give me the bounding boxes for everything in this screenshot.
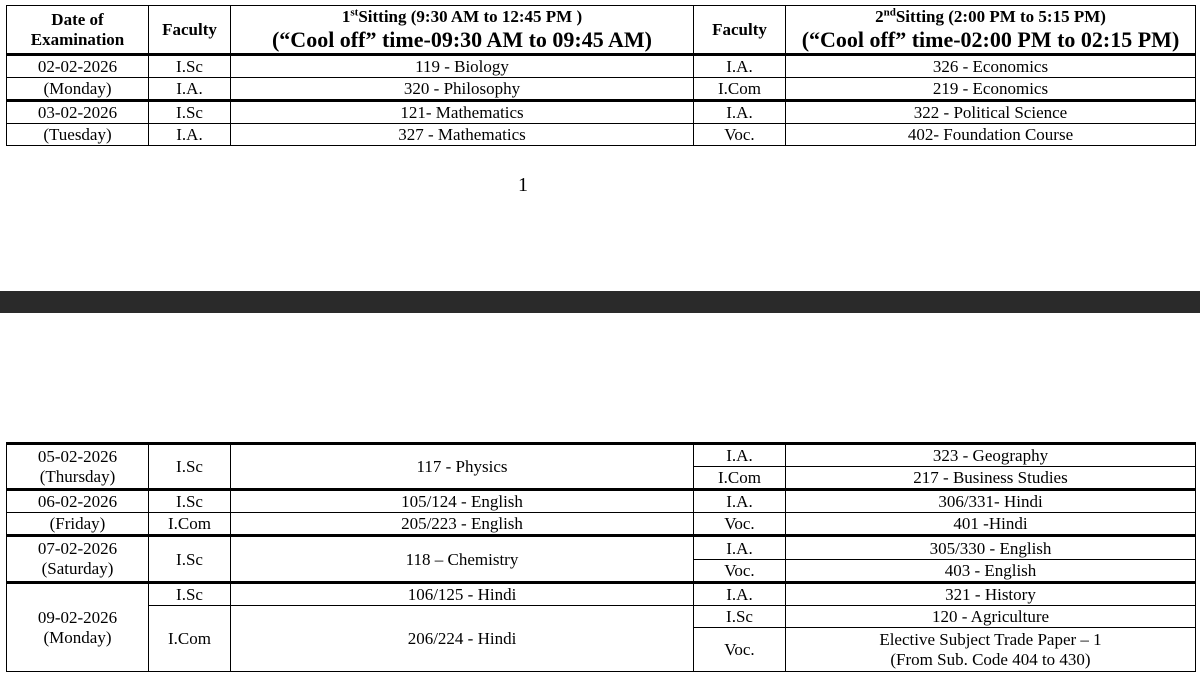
subject-cell: 217 - Business Studies [786, 467, 1196, 490]
faculty-cell: I.A. [694, 583, 786, 606]
exam-day: (Tuesday) [7, 124, 149, 146]
second-sitting-header: 2ndSitting (2:00 PM to 5:15 PM) (“Cool off” time-02:00 PM to 02:15 PM) [786, 6, 1196, 55]
faculty-cell: I.Sc [149, 536, 231, 583]
faculty-cell: I.A. [694, 536, 786, 560]
faculty-column-header-2: Faculty [694, 6, 786, 55]
faculty-column-header: Faculty [149, 6, 231, 55]
exam-day: (Monday) [7, 78, 149, 101]
faculty-cell: Voc. [694, 560, 786, 583]
subject-cell: 321 - History [786, 583, 1196, 606]
exam-day: (Saturday) [41, 559, 114, 578]
exam-date: 03-02-2026 [7, 101, 149, 124]
subject-cell [786, 628, 1196, 672]
table-row [7, 78, 1196, 101]
exam-schedule-table-top [6, 5, 1196, 146]
table-header-row [7, 6, 1196, 55]
subject-cell: 118 – Chemistry [231, 536, 694, 583]
table-row [7, 101, 1196, 124]
subject-cell: 320 - Philosophy [231, 78, 694, 101]
subject-cell: 206/224 - Hindi [231, 606, 694, 672]
exam-date-cell [7, 444, 149, 490]
faculty-cell: I.A. [694, 101, 786, 124]
table-row [7, 444, 1196, 467]
faculty-cell: I.Com [149, 513, 231, 536]
exam-day: (Monday) [43, 627, 112, 647]
subject-cell: 120 - Agriculture [786, 606, 1196, 628]
faculty-cell: I.Sc [149, 444, 231, 490]
table-row [7, 124, 1196, 146]
exam-day: (Friday) [7, 513, 149, 536]
table-row [7, 606, 1196, 628]
subject-cell: 326 - Economics [786, 55, 1196, 78]
date-column-header: Date of Examination [7, 6, 149, 55]
faculty-cell: I.A. [694, 444, 786, 467]
exam-date: 05-02-2026 [37, 446, 118, 466]
faculty-cell: Voc. [694, 513, 786, 536]
exam-schedule-table-bottom [6, 442, 1196, 672]
page-number: 1 [518, 174, 528, 196]
subject-cell: 219 - Economics [786, 78, 1196, 101]
subject-cell: 121- Mathematics [231, 101, 694, 124]
table-row [7, 490, 1196, 513]
table-row [7, 583, 1196, 606]
subject-cell: 119 - Biology [231, 55, 694, 78]
faculty-cell: I.Sc [694, 606, 786, 628]
table-row [7, 513, 1196, 536]
exam-date: 06-02-2026 [7, 490, 149, 513]
faculty-cell: I.Com [149, 606, 231, 672]
subject-cell: 117 - Physics [231, 444, 694, 490]
exam-day: (Thursday) [39, 466, 116, 486]
subject-cell: 403 - English [786, 560, 1196, 583]
subject-cell: 105/124 - English [231, 490, 694, 513]
table-row [7, 536, 1196, 560]
faculty-cell: I.Sc [149, 55, 231, 78]
page-divider [0, 291, 1200, 313]
subject-cell: 106/125 - Hindi [231, 583, 694, 606]
exam-date: 07-02-2026 [37, 539, 118, 558]
subject-cell: 402- Foundation Course [786, 124, 1196, 146]
exam-date-cell [7, 536, 149, 583]
subject-cell: 401 -Hindi [786, 513, 1196, 536]
subject-cell: 322 - Political Science [786, 101, 1196, 124]
faculty-cell: I.Com [694, 467, 786, 490]
faculty-cell: I.A. [694, 55, 786, 78]
subject-cell: 205/223 - English [231, 513, 694, 536]
faculty-cell: Voc. [694, 124, 786, 146]
subject-cell: 323 - Geography [786, 444, 1196, 467]
subject-cell: 305/330 - English [786, 536, 1196, 560]
faculty-cell: I.A. [149, 78, 231, 101]
exam-date: 09-02-2026 [37, 607, 118, 627]
elective-subject-line: Elective Subject Trade Paper – 1 [879, 629, 1102, 649]
subject-cell: 327 - Mathematics [231, 124, 694, 146]
faculty-cell: I.Sc [149, 583, 231, 606]
elective-code-range: (From Sub. Code 404 to 430) [890, 649, 1091, 669]
faculty-cell: I.A. [694, 490, 786, 513]
table-row [7, 55, 1196, 78]
faculty-cell: I.Sc [149, 490, 231, 513]
faculty-cell: I.Sc [149, 101, 231, 124]
faculty-cell: I.A. [149, 124, 231, 146]
exam-date: 02-02-2026 [7, 55, 149, 78]
subject-cell: 306/331- Hindi [786, 490, 1196, 513]
exam-date-cell [7, 583, 149, 672]
faculty-cell: I.Com [694, 78, 786, 101]
faculty-cell: Voc. [694, 628, 786, 672]
first-sitting-header: 1stSitting (9:30 AM to 12:45 PM ) (“Cool off” time-09:30 AM to 09:45 AM) [231, 6, 694, 55]
